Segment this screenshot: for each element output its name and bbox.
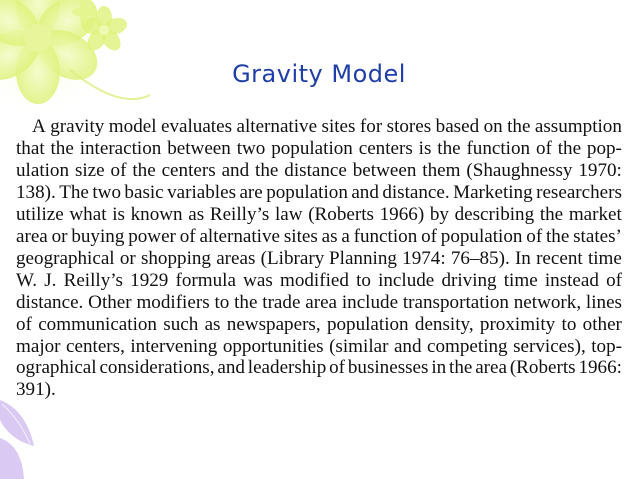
paragraph-word: businesses — [347, 357, 429, 379]
paragraph-line — [16, 116, 622, 138]
paragraph-word: gravity — [50, 116, 105, 137]
paragraph-line — [16, 357, 622, 379]
paragraph-word: the — [255, 159, 279, 181]
paragraph-word: interaction — [79, 137, 162, 159]
paragraph-line — [16, 292, 622, 314]
paragraph-word: time — [503, 269, 538, 291]
paragraph-word: law — [274, 203, 303, 225]
paragraph-word: market — [568, 203, 622, 225]
paragraph-word: and — [351, 181, 379, 203]
paragraph-word: 1966) — [379, 203, 425, 225]
paragraph-word: size — [74, 159, 105, 181]
paragraph-word: 138). — [16, 181, 56, 203]
paragraph-word: transportation — [402, 291, 509, 313]
paragraph-word: A — [32, 116, 46, 137]
paragraph-word: as — [188, 203, 205, 225]
paragraph-word: is — [112, 203, 125, 225]
paragraph-word: ulation — [16, 159, 70, 181]
paragraph-word: buying — [71, 225, 125, 247]
paragraph-word: to — [561, 313, 577, 335]
paragraph-word: area — [475, 357, 507, 379]
paragraph-word: area — [16, 225, 48, 247]
paragraph-word: time — [587, 247, 622, 269]
paragraph-word: areas — [216, 247, 256, 269]
paragraph-word: utilize — [16, 203, 64, 225]
paragraph-word: network, — [513, 291, 582, 313]
paragraph-word: describing — [454, 203, 535, 225]
paragraph-word: area — [305, 291, 338, 313]
paragraph-line — [16, 314, 622, 336]
paragraph-line — [16, 138, 622, 160]
paragraph-word: and — [221, 159, 250, 181]
paragraph-word: in — [431, 357, 447, 379]
paragraph-word: 1970: — [578, 159, 622, 181]
paragraph-word: to — [214, 291, 230, 313]
paragraph-word: the — [507, 116, 531, 137]
paragraph-word: two — [236, 137, 266, 159]
paragraph-word: and — [217, 357, 245, 379]
paragraph-word: by — [429, 203, 449, 225]
paragraph-word: Marketing — [453, 181, 533, 203]
paragraph-word: alternative — [236, 116, 318, 137]
paragraph-word: other — [582, 313, 622, 335]
paragraph-word: two — [92, 181, 121, 203]
paragraph-word: top- — [591, 335, 622, 357]
paragraph-word: density, — [414, 313, 474, 335]
paragraph-word: function — [353, 225, 418, 247]
paragraph-line — [16, 248, 622, 270]
paragraph-word: the — [132, 159, 156, 181]
paragraph-word: 76–85). — [450, 247, 510, 269]
paragraph-word: and — [393, 335, 422, 357]
paragraph-word: states’ — [573, 225, 622, 247]
paragraph-word: of — [16, 313, 32, 335]
paragraph-word: population — [271, 137, 353, 159]
scanned-paragraph — [16, 116, 622, 401]
paragraph-word: competing — [427, 335, 508, 357]
paragraph-word: function — [466, 137, 531, 159]
paragraph-word: In — [514, 247, 531, 269]
paragraph-word: sites — [321, 116, 356, 137]
paragraph-word: pop- — [586, 137, 622, 159]
paragraph-word: recent — [536, 247, 583, 269]
paragraph-word: the — [437, 137, 461, 159]
paragraph-word: population — [266, 181, 348, 203]
paragraph-word: the — [557, 137, 582, 159]
leaf-decoration — [0, 400, 34, 479]
paragraph-word: J. — [44, 269, 57, 291]
paragraph-word: to — [356, 269, 371, 291]
paragraph-word: Reilly’s — [209, 203, 270, 225]
paragraph-word: ographical — [16, 357, 97, 379]
paragraph-word: as — [321, 225, 338, 247]
paragraph-word: a — [341, 225, 350, 247]
paragraph-word: assumption — [534, 116, 622, 137]
paragraph-word: of — [329, 357, 345, 379]
paragraph-word: of — [110, 159, 127, 181]
paragraph-word: 1966: — [578, 357, 622, 379]
paragraph-word: The — [59, 181, 89, 203]
paragraph-word: of — [421, 225, 437, 247]
paragraph-word: population — [326, 313, 409, 335]
paragraph-word: centers, — [66, 335, 125, 357]
paragraph-word: what — [69, 203, 107, 225]
slide-title: Gravity Model — [232, 60, 406, 88]
paragraph-word: formula — [175, 269, 236, 291]
paragraph-word: sites — [283, 225, 318, 247]
paragraph-word: basic — [124, 181, 164, 203]
paragraph-word: between — [352, 159, 417, 181]
paragraph-word: known — [130, 203, 183, 225]
paragraph-word: of — [179, 225, 196, 247]
paragraph-word: modified — [279, 269, 349, 291]
paragraph-word: are — [239, 181, 263, 203]
paragraph-word: evaluates — [160, 116, 233, 137]
paragraph-word: alternative — [199, 225, 281, 247]
paragraph-word: them — [422, 159, 461, 181]
paragraph-line — [16, 336, 622, 358]
paragraph-word: considerations, — [99, 357, 215, 379]
paragraph-word: stores — [386, 116, 432, 137]
paragraph-word: services), — [513, 335, 586, 357]
paragraph-word: include — [378, 269, 435, 291]
paragraph-word: (Roberts — [308, 203, 374, 225]
paragraph-word: for — [359, 116, 383, 137]
paragraph-word: or — [51, 225, 68, 247]
paragraph-word: the — [545, 225, 570, 247]
paragraph-word: shopping — [140, 247, 211, 269]
paragraph-word: centers — [358, 137, 413, 159]
paragraph-word: instead — [544, 269, 599, 291]
paragraph-word: proximity — [479, 313, 556, 335]
paragraph-word: that — [16, 137, 45, 159]
paragraph-word: (Roberts — [509, 357, 576, 379]
paragraph-word: include — [341, 291, 399, 313]
paragraph-line — [16, 379, 622, 401]
paragraph-word: distance. — [382, 181, 450, 203]
paragraph-word: based — [435, 116, 480, 137]
paragraph-word: the — [234, 291, 258, 313]
paragraph-word: leadership — [247, 357, 327, 379]
paragraph-word: (Shaughnessy — [466, 159, 573, 181]
paragraph-word: centers — [161, 159, 216, 181]
paragraph-word: 1929 — [130, 269, 169, 291]
paragraph-word: the — [449, 357, 473, 379]
paragraph-word: 391). — [16, 379, 56, 401]
paragraph-word: (similar — [329, 335, 389, 357]
paragraph-word: model — [108, 116, 157, 137]
paragraph-word: researchers — [536, 181, 622, 203]
paragraph-word: population — [440, 225, 523, 247]
paragraph-line — [16, 204, 622, 226]
paragraph-word: the — [50, 137, 74, 159]
paragraph-word: trade — [262, 291, 301, 313]
paragraph-word: power — [128, 225, 176, 247]
paragraph-word: 1974: — [402, 247, 446, 269]
paragraph-word: the — [539, 203, 564, 225]
paragraph-word: of — [526, 225, 543, 247]
paragraph-word: Other — [88, 291, 132, 313]
paragraph-word: communication — [38, 313, 157, 335]
paragraph-word: is — [418, 137, 432, 159]
paragraph-word: variables — [167, 181, 237, 203]
paragraph-word: W. — [16, 269, 38, 291]
paragraph-word: lines — [585, 291, 622, 313]
paragraph-word: as — [204, 313, 221, 335]
paragraph-word: opportunities — [222, 335, 324, 357]
paragraph-word: driving — [441, 269, 497, 291]
paragraph-word: or — [119, 247, 136, 269]
paragraph-line — [16, 226, 622, 248]
paragraph-word: distance. — [16, 291, 84, 313]
paragraph-word: of — [606, 269, 622, 291]
paragraph-line — [16, 270, 622, 292]
paragraph-word: was — [243, 269, 273, 291]
paragraph-word: between — [167, 137, 231, 159]
paragraph-word: on — [483, 116, 503, 137]
paragraph-word: Reilly’s — [63, 269, 123, 291]
paragraph-line — [16, 182, 622, 204]
paragraph-word: geographical — [16, 247, 115, 269]
paragraph-word: major — [16, 335, 61, 357]
paragraph-word: (Library Planning — [260, 247, 397, 269]
paragraph-word: newspapers, — [226, 313, 321, 335]
paragraph-word: intervening — [130, 335, 218, 357]
paragraph-line — [16, 160, 622, 182]
paragraph-word: such — [163, 313, 199, 335]
paragraph-word: modifiers — [136, 291, 210, 313]
paragraph-word: distance — [284, 159, 347, 181]
paragraph-word: of — [535, 137, 552, 159]
